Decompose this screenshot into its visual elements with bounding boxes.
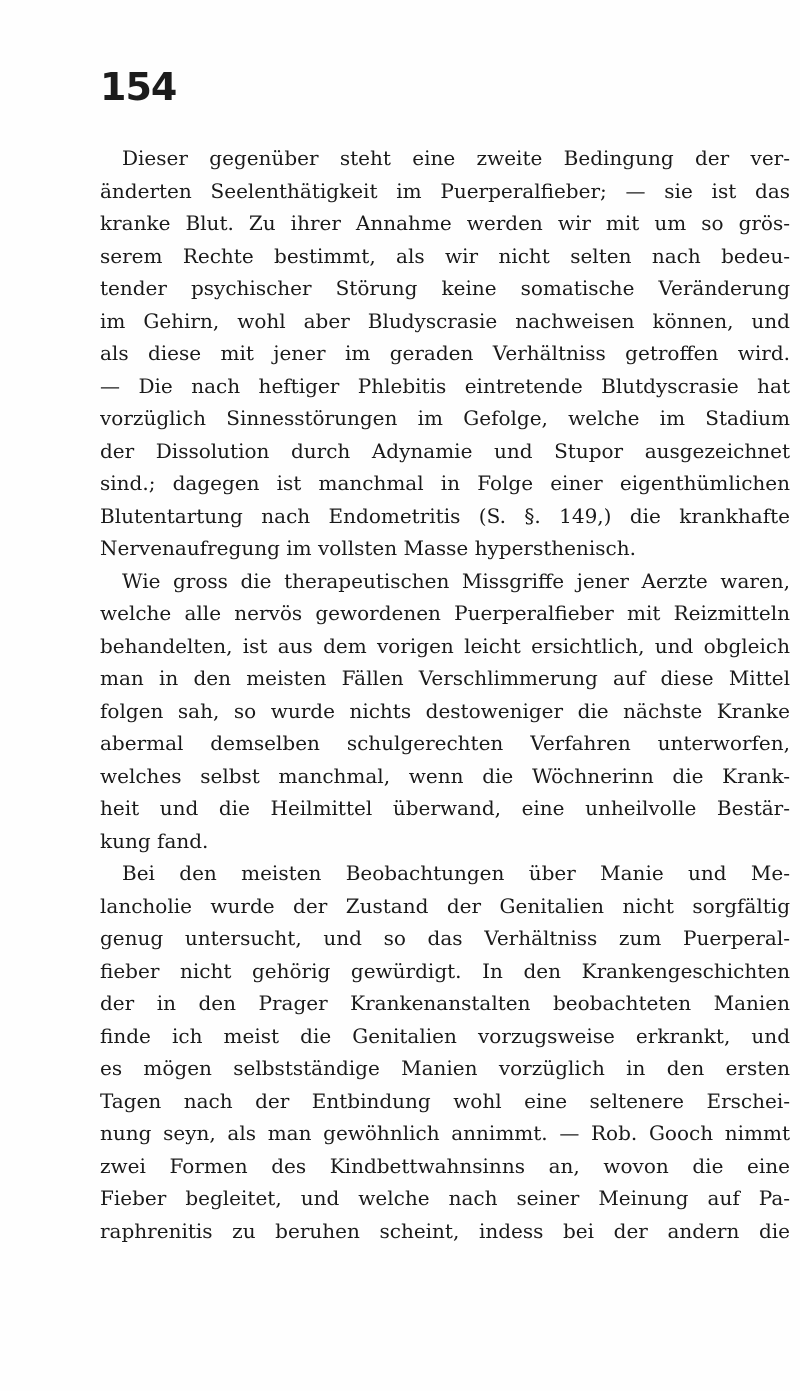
text-line: zwei Formen des Kindbettwahnsinns an, wovon die eine (100, 1153, 790, 1178)
text-line: Blutentartung nach Endometritis (S. §. 149,) die krankhafte (100, 503, 790, 528)
text-line: Wie gross die therapeutischen Missgriffe jener Aerzte waren, (122, 568, 790, 593)
text-line: änderten Seelenthätigkeit im Puerperalfieber; — sie ist das (100, 178, 790, 203)
text-line: behandelten, ist aus dem vorigen leicht ersichtlich, und obgleich (100, 633, 790, 658)
text-line: vorzüglich Sinnesstörungen im Gefolge, welche im Stadium (100, 406, 790, 430)
text-line: sind.; dagegen ist manchmal in Folge einer eigenthümlichen (100, 471, 790, 495)
text-line: der Dissolution durch Adynamie und Stupor ausgezeichnet (100, 438, 790, 463)
text-line: — Die nach heftiger Phlebitis eintretende Blutdyscrasie hat (100, 373, 790, 398)
text-line: welches selbst manchmal, wenn die Wöchnerinn die Krank- (100, 763, 790, 788)
text-line: der in den Prager Krankenanstalten beobachteten Manien (100, 991, 790, 1015)
text-line: lancholie wurde der Zustand der Genitalien nicht sorgfältig (100, 893, 790, 918)
text-line: welche alle nervös gewordenen Puerperalfieber mit Reizmitteln (100, 601, 790, 625)
text-line: fieber nicht gehörig gewürdigt. In den Krankengeschichten (100, 958, 790, 983)
text-line: Tagen nach der Entbindung wohl eine seltenere Erschei- (100, 1088, 790, 1113)
text-line: im Gehirn, wohl aber Bludyscrasie nachweisen können, und (100, 308, 790, 333)
text-line: es mögen selbstständige Manien vorzüglich in den ersten (100, 1056, 790, 1080)
text-line: man in den meisten Fällen Verschlimmerung auf diese Mittel (100, 666, 790, 690)
text-line: nung seyn, als man gewöhnlich annimmt. — Rob. Gooch nimmt (100, 1121, 790, 1145)
text-line: Fieber begleitet, und welche nach seiner Meinung auf Pa- (100, 1186, 790, 1210)
text-line: raphrenitis zu beruhen scheint, indess bei der andern die (100, 1218, 790, 1243)
text-line: Dieser gegenüber steht eine zweite Bedingung der ver- (122, 146, 790, 170)
text-line: heit und die Heilmittel überwand, eine unheilvolle Bestär- (100, 796, 790, 820)
text-line: als diese mit jener im geraden Verhältniss getroffen wird. (100, 341, 790, 365)
text-line: folgen sah, so wurde nichts destoweniger die nächste Kranke (100, 698, 790, 723)
text-line: Bei den meisten Beobachtungen über Manie und Me- (122, 861, 790, 885)
text-line: abermal demselben schulgerechten Verfahren unterworfen, (100, 731, 790, 755)
page-number: 154 (100, 65, 177, 109)
body-text (100, 142, 790, 1247)
text-line: tender psychischer Störung keine somatische Veränderung (100, 276, 790, 300)
text-line: kung fand. (100, 828, 209, 853)
text-line: serem Rechte bestimmt, als wir nicht selten nach bedeu- (100, 243, 790, 268)
text-line: Nervenaufregung im vollsten Masse hypersthenisch. (100, 536, 636, 560)
text-line: genug untersucht, und so das Verhältniss zum Puerperal- (100, 926, 790, 950)
text-line: finde ich meist die Genitalien vorzugsweise erkrankt, und (100, 1023, 790, 1048)
text-line: kranke Blut. Zu ihrer Annahme werden wir mit um so grös- (100, 211, 790, 235)
